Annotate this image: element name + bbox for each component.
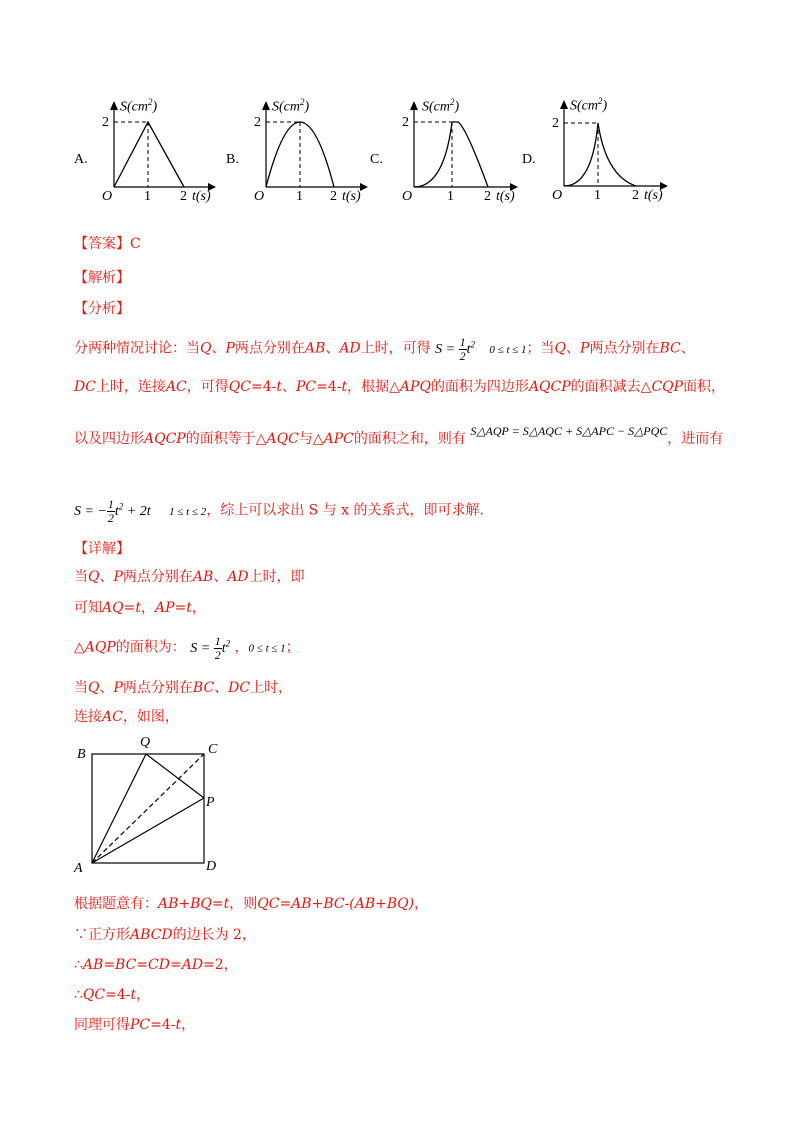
y-tick-2: 2 [402,115,409,130]
detail-line-3: △AQP的面积为： S = $\frac{1}{2}$ $t^2$ ，0 ≤ t ≤ 1； [74,633,300,662]
detail-line-5: 连接AC，如图， [74,709,179,725]
y-tick-2: 2 [254,115,261,130]
x-axis-label: t(s) [342,189,361,204]
option-graph-a [70,95,220,210]
tail-line-2: ∵正方形ABCD的边长为 2， [74,927,256,943]
x-tick-1: 1 [594,188,601,203]
option-graph-d [520,92,680,210]
tail-line-5: 同理可得PC=4-t， [74,1017,196,1033]
range-0-1: 0 ≤ t ≤ 1 [489,343,527,356]
x-tick-1: 1 [296,189,303,204]
y-tick-2: 2 [102,115,109,130]
answer-label: 【答案】 [74,236,130,252]
x-tick-1: 1 [447,189,454,204]
y-tick-2: 2 [552,116,559,131]
formula-area-aqp: S = $\frac{1}{2}$ $t^2$ [190,633,231,662]
fenxi-heading: 【分析】 [74,301,130,317]
y-axis-label: $S(cm^2)$ [272,97,310,115]
y-axis-label: $S(cm^2)$ [570,96,608,114]
origin-label: O [254,189,265,204]
area-formula: S△AQP = S△AQC + S△APC − S△PQC [470,424,668,438]
x-tick-2: 2 [330,189,337,204]
formula-s-half-t2: S = $\frac{1}{2}$ $t^2$ [435,334,475,363]
label-q: Q [140,735,151,750]
answer-value: C [130,236,141,252]
x-axis-label: t(s) [192,189,211,204]
x-tick-2: 2 [632,188,639,203]
label-d: D [206,859,217,874]
label-b: B [77,747,86,762]
option-graph-b [222,95,372,210]
analysis-line-3: 以及四边形AQCP的面积等于△AQC与△APC的面积之和，则有 S△AQP = S△AQC + S△APC − S△PQC，进而有 [74,424,724,447]
option-letter: A. [74,152,88,167]
y-axis-label: $S(cm^2)$ [422,97,460,115]
label-a: A [74,861,83,876]
y-axis-label: $S(cm^2)$ [120,97,158,115]
analysis-line-4: S = − $\frac{1}{2}$ $t^2 + 2t$ 1 ≤ t ≤ 2，综上可以求出 S 与 x 的关系式，即可求解. [74,496,484,525]
jiexi-heading: 【解析】 [74,270,130,286]
option-letter: B. [226,152,239,167]
option-letter: D. [522,152,536,167]
detail-heading: 【详解】 [74,541,130,557]
answer-line [74,233,141,253]
detail-line-1: 当Q、P两点分别在AB、AD上时，即 [74,569,305,585]
x-axis-label: t(s) [644,188,663,203]
tail-line-3: ∴AB=BC=CD=AD=2， [74,957,238,973]
analysis-line-1: 分两种情况讨论：当Q、P两点分别在AB、AD上时，可得 S = $\frac{1}{2}$ $t^2$ 0 ≤ t ≤ 1；当Q、P两点分别在BC、 [74,334,695,363]
detail-line-2: 可知AQ=t，AP=t， [74,600,206,616]
origin-label: O [402,189,413,204]
detail-line-4: 当Q、P两点分别在BC、DC上时， [74,680,293,696]
origin-label: O [552,188,563,203]
label-p: P [206,795,215,810]
analysis-line-2: DC上时，连接AC，可得QC=4-t、PC=4-t，根据△APQ的面积为四边形AQCP的面积减去△CQP面积， [74,379,726,395]
x-tick-2: 2 [180,189,187,204]
option-letter: C. [370,152,383,167]
x-tick-2: 2 [484,189,491,204]
option-graph-c [370,95,530,210]
tail-line-1: 根据题意有：AB+BQ=t，则QC=AB+BC-(AB+BQ)， [74,896,429,912]
range-1-2: 1 ≤ t ≤ 2 [169,505,207,518]
origin-label: O [102,189,113,204]
x-tick-1: 1 [144,189,151,204]
tail-line-4: ∴QC=4-t， [74,987,151,1003]
x-axis-label: t(s) [496,189,515,204]
formula-s-quadratic: S = − $\frac{1}{2}$ $t^2 + 2t$ [74,496,151,525]
label-c: C [208,742,218,757]
square-figure [72,735,232,880]
